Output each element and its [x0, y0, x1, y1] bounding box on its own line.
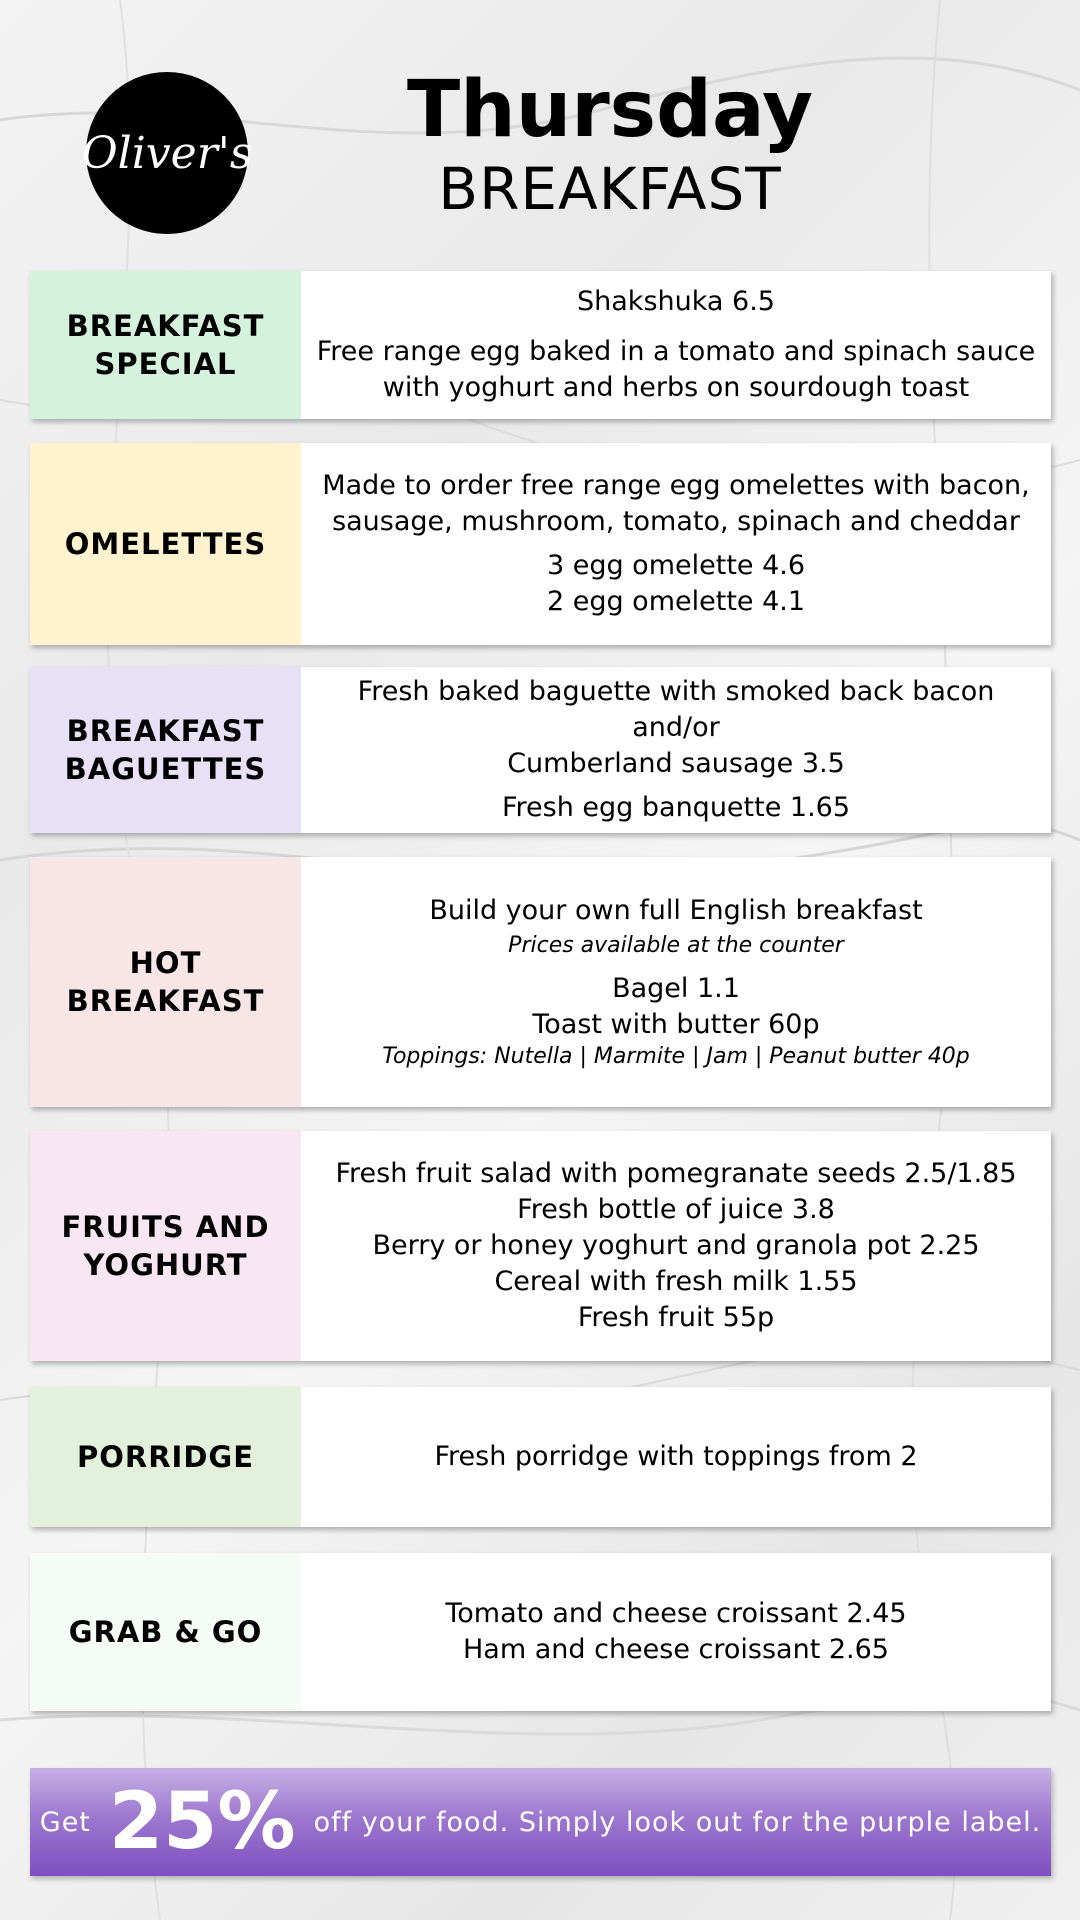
promo-banner — [30, 1768, 1051, 1876]
menu-item: Bagel 1.1 — [612, 973, 740, 1004]
section-content — [301, 1387, 1051, 1527]
section-label: HOT BREAKFAST — [30, 857, 301, 1107]
menu-card-omelettes — [30, 443, 1051, 645]
menu-description: Free range egg baked in a tomato and spinach sauce — [316, 336, 1036, 367]
promo-text: off your food. Simply look out for the purple label. — [313, 1806, 1042, 1838]
menu-description: Made to order free range egg omelettes with bacon, — [322, 470, 1030, 501]
menu-card-breakfast-special — [30, 271, 1051, 419]
section-content — [301, 1553, 1051, 1711]
menu-description: with yoghurt and herbs on sourdough toast — [382, 372, 970, 403]
section-content — [301, 271, 1051, 419]
menu-item: Fresh fruit salad with pomegranate seeds 2.5/1.85 — [335, 1158, 1017, 1189]
menu-item: Berry or honey yoghurt and granola pot 2.25 — [372, 1230, 980, 1261]
promo-discount: 25% — [108, 1777, 296, 1867]
menu-item: Shakshuka 6.5 — [577, 286, 775, 317]
menu-item: Fresh fruit 55p — [577, 1302, 775, 1333]
menu-item: Fresh porridge with toppings from 2 — [434, 1441, 918, 1472]
section-content — [301, 443, 1051, 645]
menu-item: 2 egg omelette 4.1 — [546, 586, 806, 617]
menu-card-breakfast-baguettes — [30, 667, 1051, 833]
menu-note: Prices available at the counter — [508, 933, 844, 958]
page-title-meal: BREAKFAST — [438, 155, 782, 223]
menu-note: Toppings: Nutella | Marmite | Jam | Peanut butter 40p — [382, 1044, 970, 1069]
menu-card-grab-and-go — [30, 1553, 1051, 1711]
menu-item: Cumberland sausage 3.5 — [507, 748, 845, 779]
logo-text: Oliver's — [81, 127, 253, 179]
menu-item: Fresh bottle of juice 3.8 — [517, 1194, 835, 1225]
menu-item: Toast with butter 60p — [532, 1009, 820, 1040]
page-title-day: Thursday — [406, 65, 814, 155]
menu-item: 3 egg omelette 4.6 — [546, 550, 806, 581]
menu-item: Ham and cheese croissant 2.65 — [462, 1634, 889, 1665]
olivers-logo — [81, 72, 253, 234]
section-content — [301, 1131, 1051, 1361]
section-label: FRUITS AND YOGHURT — [30, 1131, 301, 1361]
menu-card-fruits-and-yoghurt — [30, 1131, 1051, 1361]
section-label: OMELETTES — [30, 443, 301, 645]
section-label: BREAKFAST BAGUETTES — [30, 667, 301, 833]
section-label: PORRIDGE — [30, 1387, 301, 1527]
menu-item: Tomato and cheese croissant 2.45 — [445, 1598, 907, 1629]
section-label: GRAB & GO — [30, 1553, 301, 1711]
section-label: BREAKFAST SPECIAL — [30, 271, 301, 419]
menu-card-porridge — [30, 1387, 1051, 1527]
menu-item: Fresh egg banquette 1.65 — [501, 792, 851, 823]
menu-description: sausage, mushroom, tomato, spinach and cheddar — [332, 506, 1020, 537]
menu-card-hot-breakfast — [30, 857, 1051, 1107]
menu-item: Cereal with fresh milk 1.55 — [494, 1266, 858, 1297]
section-content — [301, 857, 1051, 1107]
menu-description: Fresh baked baguette with smoked back bacon and/or — [357, 676, 995, 743]
promo-prefix: Get — [39, 1806, 91, 1838]
section-content — [301, 667, 1051, 833]
menu-description: Build your own full English breakfast — [429, 895, 923, 926]
